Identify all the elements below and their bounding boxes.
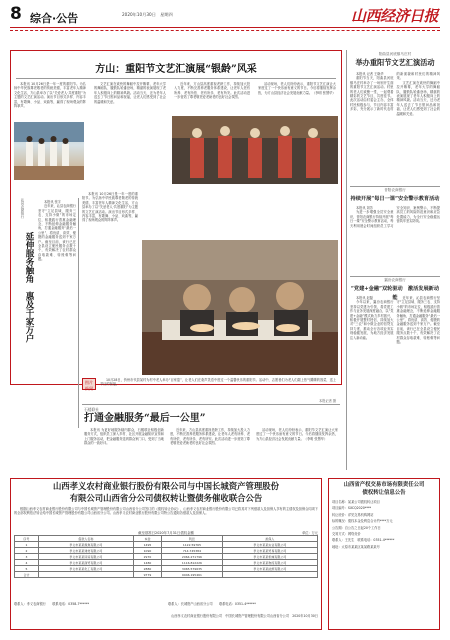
table-cell: 4 (15, 560, 39, 566)
table-cell: 孝义市某某机械有限公司 (222, 554, 317, 560)
bottom-feature-col-1: 本报讯 为更好地服务辖内群众，石楼联社积极创新服务方式，组织员工深入乡村、社区开展金融知识宣传和上门服务活动，把金融服务送到群众家门口，受到了当地群众的一致好评。 (84, 428, 164, 446)
feature-body-a: 本报讯 10月26日是一年一度的重阳节。为弘扬中华民族尊老敬老的传统美德，丰富老年人精神文化生活，方山县举办了以“关爱老人·共度重阳”为主题的文艺汇演活动。演出节目形式多样、内容丰富，有歌舞、小品、戏曲等，赢得了现场观众的阵阵掌声。 (82, 192, 138, 223)
table-cell: 孝义市某某化工有限公司 (38, 566, 133, 572)
bottom-feature-rule (82, 404, 340, 405)
feature-col-3: 近年来，方山县高度重视老龄工作，持续加大投入力度，不断完善养老服务体系建设，让老年人老有所养、老有所依、老有所乐、老有所安。此次活动进一步营造了尊老敬老爱老助老的良好社会氛围。 (174, 82, 250, 100)
table-cell: 1122.59765 (162, 542, 223, 548)
notice-title-line-2: 有限公司山西省分公司债权转让暨债务催收联合公告 (69, 493, 263, 503)
property-notice-item: 联系人：王先生 联系电话：0351-4****** (332, 538, 395, 543)
table-cell: 3065.579635 (162, 566, 223, 572)
dance-photo (172, 116, 338, 184)
table-cell: 1090 (133, 548, 161, 554)
right-top-headline: 举办重阳节文艺汇演活动 (355, 58, 435, 67)
bottom-feature-headline: 打通金融服务“最后一公里” (84, 413, 206, 424)
page-number: 8 (10, 4, 22, 24)
table-cell: 1480 (133, 560, 161, 566)
sidebar-body: 本报讯 张宇 近年来，沁县农商银行坚守“立足县域、服务三农、支持小微”的市场定位，积极践行普惠金融理念，不断延伸金融服务触角，打通金融服务“最后一公里”，将优质、高效、便捷的金融服务送到千家万户。截至目前，该行已在全县设立便民服务点数十个，有效解决了农村群众存取款难、转账难等问题。 (38, 200, 76, 262)
table-cell: 孝义市某某商贸有限公司 (38, 560, 133, 566)
property-notice-item: 交易方式：网络竞价 (332, 532, 361, 537)
right-top-body: 本报讯 记者 王晓华 重阳节当天，阳曲县河底镇马庄村举办了一场别开生面的重阳节文艺汇演活动。村里的老人们欢聚一堂，一起观看精彩的文艺节目，共度佳节。此次活动由村委会主办，全体村民积极参与，节目内容丰富多彩，充分展示了新时代农村的新面貌和村民们的精神风采。 文艺汇演在欢快的舞蹈中拉开帷幕，老年大学的舞蹈队、腰鼓队轮番登场，精湛的表演展现了老年人积极向上的精神风貌。活动当天，还为老年人送去了节日慰问品和祝福，让老人们感受到了社会的温暖和关爱。 (350, 72, 440, 116)
table-row (15, 572, 318, 578)
notice-contact-right: 联系人：长城资产山西省分公司 联系电话：0351-4****** (168, 602, 256, 606)
newspaper-logo: 山西经济日报 (350, 7, 438, 25)
table-header-cell: 序号 (15, 536, 39, 542)
table-cell: 1 (15, 542, 39, 548)
table-cell: 孝义市某某贸易有限公司 (222, 548, 317, 554)
hundred-family-banquet-photo (142, 240, 338, 375)
notice-footer: 山西孝义农村商业银行股份有限公司 中国长城资产管理股份有限公司山西省分公司 2020年10月30日 (171, 614, 318, 618)
table-header-cell: 利息 (162, 536, 223, 542)
table-caption: 截至基准日2020年7月31日债权金额 (138, 531, 194, 535)
table-cell: 2064.271796 (162, 554, 223, 560)
table-cell: 孝义市某某建材有限公司 (38, 548, 133, 554)
right-mid-headline: 持续开展“每日一课”安全警示教育活动 (350, 196, 440, 202)
right-bottom-body: 本报讯 赵磊 今年以来，襄汾农商银行坚持以党建为引领，将党建工作与业务发展深度融合，以“党建+金融”模式助力乡村振兴，积极开展整村授信，持续加大对“三农”和小微企业的信贷支持力度，推动全行各项业务实现稳健发展，为地方经济发展注入新动能。 近年来，沁县农商银行坚守“立足县域、服务三农、支持小微”的市场定位，积极践行普惠金融理念，不断延伸金融服务触角，打通金融服务“最后一公里”，将优质、高效、便捷的金融服务送到千家万户。截至目前，该行已在全县设立便民服务点数十个，有效解决了农村群众存取款难、转账难等问题。 (350, 296, 440, 345)
photo-caption: 10月28日，忻州市代县某村为村中老人举办“百家宴”，让老人们在欢声笑语中度过一个温馨快乐的重阳节。活动中，志愿者们为老人们端上热气腾腾的饭菜，送上节日的祝福。 (100, 378, 336, 387)
right-top-kicker: 阳曲县河底镇马庄村 (378, 52, 412, 56)
section-title: 综合·公告 (30, 12, 79, 25)
stage-performance-photo (14, 122, 84, 180)
feature-col-4: 活动现场，老人们纷纷表示，重阳节文艺汇演让大家度过了一个快乐而有意义的节日。今后将继续发挥余热，为方山县经济社会发展贡献力量。（李明 张慧华） (258, 82, 336, 95)
table-cell: 1116.812226 (162, 560, 223, 566)
table-header-cell: 借款人名称 (38, 536, 133, 542)
table-cell (38, 572, 133, 578)
table-unit: 单位：万元 (302, 531, 318, 535)
table-header-cell: 担保人 (222, 536, 317, 542)
right-bottom-rule (350, 276, 440, 277)
property-notice-items (332, 500, 436, 626)
feature-headline: 方山：重阳节文艺汇演展“银龄”风采 (95, 64, 257, 75)
masthead-rule (10, 27, 440, 28)
property-notice-title-1: 山西省产权交易市场有限责任公司 (343, 482, 425, 488)
table-cell: 孝义市某某物流有限公司 (222, 560, 317, 566)
property-notice-item: 转让底价：详见交易机构网站 (332, 512, 374, 517)
masthead-dotted-rule (10, 30, 440, 31)
property-notice-title-2: 债权转让信息公告 (362, 490, 406, 496)
right-mid-rule (350, 186, 440, 187)
notice-title-line-1: 山西孝义农村商业银行股份有限公司与中国长城资产管理股份 (52, 481, 280, 491)
table-cell: 孝义市某某铸造有限公司 (38, 554, 133, 560)
bottom-feature-kicker: 石楼联社 (84, 407, 100, 412)
photo-news-label: 图片新闻 (82, 378, 96, 390)
table-cell: 9046.195461 (162, 572, 223, 578)
table-cell: 1495 (133, 542, 161, 548)
photo-credit: 本报记者 摄 (319, 399, 336, 403)
table-cell: 5 (15, 566, 39, 572)
table-cell: 合计 (15, 572, 39, 578)
table-cell: 孝义市某某能源有限公司 (222, 566, 317, 572)
right-bottom-headline: “党建+金融”双轮驱动 激活发展新动能 (350, 286, 440, 301)
feature-col-1: 本报讯 10月26日是一年一度的重阳节。为弘扬中华民族尊老敬老的传统美德，丰富老年人精神文化生活，方山县举办了以“关爱老人·共度重阳”为主题的文艺汇演活动。演出节目形式多样、内容丰富，有歌舞、小品、戏曲等，赢得了现场观众的阵阵掌声。 (14, 82, 86, 109)
sidebar-headline: 延伸服务触角 惠及千家万户 (24, 232, 34, 343)
issue-date: 2020年10月30日 星期四 (122, 12, 173, 17)
table-cell: 2970 (133, 554, 161, 560)
right-mid-body: 本报讯 刘芳 为进一步增强全员安全意识，昔阳农商银行持续开展“每日一课”安全警示教育活动，每天利用晨会时间组织员工学习安全知识、案例警示，不断提高员工的风险防范意识和应急处置能力，为全行安全稳健运营筑牢坚实防线。 (350, 206, 440, 228)
property-notice-item: 标的概况：债权本金及利息合计约****万元 (332, 519, 393, 524)
notice-contact-left: 联系人：孝义农商银行 联系电话：0358-7****** (14, 602, 90, 606)
feature-rule (16, 78, 336, 79)
table-cell: 孝义市某某实业有限公司 (222, 542, 317, 548)
sidebar-divider (78, 198, 79, 428)
table-cell: 2880 (133, 566, 161, 572)
property-notice-item: 项目编号：SXCQ2020**** (332, 506, 372, 511)
table-cell: 孝义市某某煤焦有限公司 (38, 542, 133, 548)
table-cell: 9779 (133, 572, 161, 578)
bottom-feature-col-3: 活动现场，老人们纷纷表示，重阳节文艺汇演让大家度过了一个快乐而有意义的节日。今后将继续发挥余热，为方山县经济社会发展贡献力量。（李明 张慧华） (256, 428, 338, 441)
bottom-feature-col-2: 近年来，方山县高度重视老龄工作，持续加大投入力度，不断完善养老服务体系建设，让老年人老有所养、老有所依、老有所乐、老有所安。此次活动进一步营造了尊老敬老爱老助老的良好社会氛围。 (170, 428, 250, 446)
property-notice-item: 项目名称：某某公司债权转让项目 (332, 500, 380, 504)
debt-table (14, 535, 318, 578)
right-column-divider (346, 50, 347, 470)
right-mid-kicker: 昔阳农商银行 (384, 188, 406, 192)
table-header-cell: 本金 (133, 536, 161, 542)
table-cell (222, 572, 317, 578)
property-notice-item: 公告期：自公告之日起20个工作日 (332, 525, 381, 530)
sidebar-kicker: 沁县农商银行 (20, 198, 24, 219)
notice-intro: 根据山西孝义农村商业银行股份有限公司与中国长城资产管理股份有限公司山西省分公司签订的《债权转让协议》，山西孝义农村商业银行股份有限公司已将其对下列借款人及担保人享有的主债权及担保合同项下的全部权利依法转让给中国长城资产管理股份有限公司山西省分公司。山西孝义农村商业银行股份有限公司特公告通知各借款人及担保人。 (14, 507, 318, 516)
right-bottom-kicker: 襄汾农商银行 (384, 278, 406, 282)
table-cell: 714.745384 (162, 548, 223, 554)
table-cell: 2 (15, 548, 39, 554)
feature-col-2: 文艺汇演在欢快的舞蹈中拉开帷幕，老年大学的舞蹈队、腰鼓队轮番登场，精湛的表演展现了老年人积极向上的精神风貌。活动当天，还为老年人送去了节日慰问品和祝福，让老人们感受到了社会的温暖和关爱。 (94, 82, 166, 104)
table-cell: 3 (15, 554, 39, 560)
property-notice-item: 地址：太原市某某区某某路某某号 (332, 544, 380, 549)
